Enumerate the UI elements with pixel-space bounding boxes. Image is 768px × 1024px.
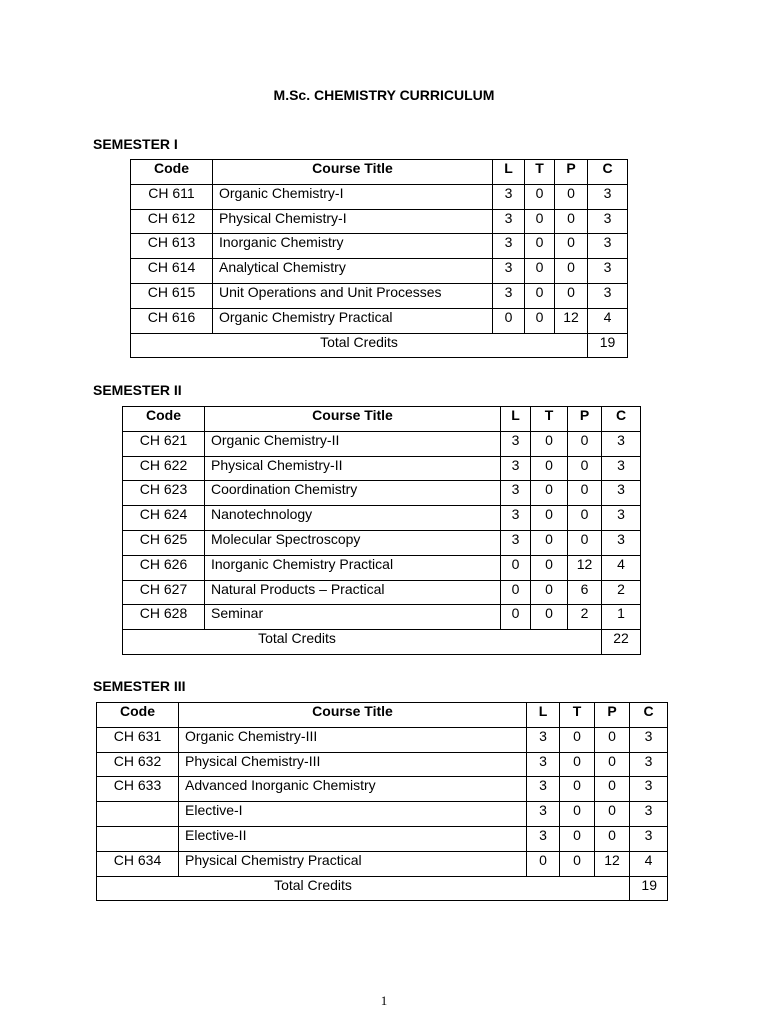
table-row [123, 605, 641, 630]
course-title: Organic Chemistry-I [213, 184, 493, 209]
credits: 4 [630, 851, 668, 876]
practical-hours: 12 [568, 555, 602, 580]
practical-hours: 0 [555, 259, 588, 284]
tutorial-hours: 0 [531, 431, 568, 456]
course-code: CH 628 [123, 605, 205, 630]
header-title: Course Title [213, 160, 493, 185]
header-p: P [568, 407, 602, 432]
course-title: Physical Chemistry-I [213, 209, 493, 234]
semester-1-table [130, 159, 628, 358]
table-row [123, 481, 641, 506]
header-t: T [525, 160, 555, 185]
table-row [123, 555, 641, 580]
tutorial-hours: 0 [525, 234, 555, 259]
table-row [97, 777, 668, 802]
credits: 3 [588, 234, 628, 259]
table-row [97, 727, 668, 752]
practical-hours: 0 [555, 283, 588, 308]
tutorial-hours: 0 [531, 605, 568, 630]
total-row [131, 333, 628, 358]
course-title: Elective-II [179, 826, 527, 851]
table-header-row [123, 407, 641, 432]
course-code: CH 626 [123, 555, 205, 580]
tutorial-hours: 0 [560, 826, 595, 851]
lecture-hours: 3 [527, 727, 560, 752]
lecture-hours: 0 [501, 555, 531, 580]
course-title: Inorganic Chemistry Practical [205, 555, 501, 580]
lecture-hours: 3 [493, 259, 525, 284]
practical-hours: 0 [555, 234, 588, 259]
practical-hours: 6 [568, 580, 602, 605]
lecture-hours: 3 [501, 456, 531, 481]
tutorial-hours: 0 [531, 555, 568, 580]
course-code: CH 622 [123, 456, 205, 481]
table-row [131, 184, 628, 209]
table-row [123, 580, 641, 605]
table-header-row [97, 703, 668, 728]
lecture-hours: 3 [493, 209, 525, 234]
tutorial-hours: 0 [560, 802, 595, 827]
tutorial-hours: 0 [525, 308, 555, 333]
course-title: Organic Chemistry-III [179, 727, 527, 752]
table-row [97, 752, 668, 777]
lecture-hours: 0 [493, 308, 525, 333]
table-row [131, 283, 628, 308]
lecture-hours: 3 [493, 184, 525, 209]
semester-2-table [122, 406, 641, 655]
practical-hours: 0 [555, 209, 588, 234]
tutorial-hours: 0 [560, 777, 595, 802]
practical-hours: 0 [555, 184, 588, 209]
credits: 3 [602, 530, 641, 555]
semester-heading: SEMESTER II [93, 382, 182, 398]
credits: 3 [602, 481, 641, 506]
course-title: Coordination Chemistry [205, 481, 501, 506]
header-title: Course Title [205, 407, 501, 432]
practical-hours: 12 [595, 851, 630, 876]
lecture-hours: 3 [501, 530, 531, 555]
table-row [131, 259, 628, 284]
lecture-hours: 3 [527, 752, 560, 777]
semester-3-table [96, 702, 668, 901]
tutorial-hours: 0 [531, 456, 568, 481]
practical-hours: 0 [568, 481, 602, 506]
course-title: Physical Chemistry Practical [179, 851, 527, 876]
lecture-hours: 3 [501, 431, 531, 456]
course-code [97, 802, 179, 827]
total-row [97, 876, 668, 901]
credits: 3 [630, 802, 668, 827]
lecture-hours: 3 [501, 506, 531, 531]
course-title: Unit Operations and Unit Processes [213, 283, 493, 308]
table-row [123, 431, 641, 456]
header-t: T [560, 703, 595, 728]
credits: 3 [630, 777, 668, 802]
course-title: Advanced Inorganic Chemistry [179, 777, 527, 802]
course-title: Physical Chemistry-II [205, 456, 501, 481]
header-code: Code [131, 160, 213, 185]
course-title: Organic Chemistry-II [205, 431, 501, 456]
course-title: Molecular Spectroscopy [205, 530, 501, 555]
course-code: CH 624 [123, 506, 205, 531]
course-title: Organic Chemistry Practical [213, 308, 493, 333]
credits: 3 [602, 506, 641, 531]
table-row [123, 506, 641, 531]
header-l: L [501, 407, 531, 432]
total-credits-value: 22 [602, 630, 641, 655]
header-t: T [531, 407, 568, 432]
course-code: CH 621 [123, 431, 205, 456]
course-code: CH 613 [131, 234, 213, 259]
header-title: Course Title [179, 703, 527, 728]
tutorial-hours: 0 [525, 259, 555, 284]
course-title: Analytical Chemistry [213, 259, 493, 284]
header-p: P [555, 160, 588, 185]
practical-hours: 0 [568, 431, 602, 456]
tutorial-hours: 0 [525, 184, 555, 209]
practical-hours: 0 [595, 727, 630, 752]
credits: 1 [602, 605, 641, 630]
credits: 3 [630, 752, 668, 777]
course-title: Physical Chemistry-III [179, 752, 527, 777]
total-credits-label: Total Credits [131, 333, 588, 358]
practical-hours: 0 [568, 456, 602, 481]
course-title: Inorganic Chemistry [213, 234, 493, 259]
practical-hours: 0 [595, 752, 630, 777]
course-title: Nanotechnology [205, 506, 501, 531]
practical-hours: 0 [595, 802, 630, 827]
lecture-hours: 0 [527, 851, 560, 876]
header-l: L [527, 703, 560, 728]
table-row [131, 209, 628, 234]
course-code: CH 615 [131, 283, 213, 308]
lecture-hours: 3 [493, 283, 525, 308]
practical-hours: 0 [568, 506, 602, 531]
practical-hours: 12 [555, 308, 588, 333]
credits: 3 [602, 456, 641, 481]
tutorial-hours: 0 [525, 209, 555, 234]
table-row [131, 308, 628, 333]
header-c: C [588, 160, 628, 185]
header-l: L [493, 160, 525, 185]
table-row [131, 234, 628, 259]
header-c: C [630, 703, 668, 728]
table-row [97, 826, 668, 851]
table-row [123, 456, 641, 481]
credits: 2 [602, 580, 641, 605]
semester-heading: SEMESTER I [93, 136, 178, 152]
tutorial-hours: 0 [531, 530, 568, 555]
course-title: Elective-I [179, 802, 527, 827]
course-code: CH 625 [123, 530, 205, 555]
lecture-hours: 3 [527, 826, 560, 851]
page-title: M.Sc. CHEMISTRY CURRICULUM [273, 87, 495, 103]
credits: 3 [588, 283, 628, 308]
course-code: CH 611 [131, 184, 213, 209]
tutorial-hours: 0 [560, 752, 595, 777]
credits: 4 [602, 555, 641, 580]
total-credits-value: 19 [588, 333, 628, 358]
total-credits-label: Total Credits [97, 876, 630, 901]
course-title: Natural Products – Practical [205, 580, 501, 605]
table-header-row [131, 160, 628, 185]
course-code [97, 826, 179, 851]
credits: 3 [630, 826, 668, 851]
course-code: CH 631 [97, 727, 179, 752]
tutorial-hours: 0 [560, 727, 595, 752]
semester-heading: SEMESTER III [93, 678, 186, 694]
header-p: P [595, 703, 630, 728]
page-number: 1 [380, 993, 388, 1008]
course-code: CH 632 [97, 752, 179, 777]
course-code: CH 616 [131, 308, 213, 333]
credits: 3 [630, 727, 668, 752]
header-code: Code [97, 703, 179, 728]
course-title: Seminar [205, 605, 501, 630]
tutorial-hours: 0 [531, 580, 568, 605]
practical-hours: 0 [568, 530, 602, 555]
practical-hours: 0 [595, 826, 630, 851]
credits: 3 [588, 259, 628, 284]
practical-hours: 0 [595, 777, 630, 802]
course-code: CH 633 [97, 777, 179, 802]
credits: 3 [588, 184, 628, 209]
lecture-hours: 0 [501, 605, 531, 630]
total-row [123, 630, 641, 655]
credits: 3 [602, 431, 641, 456]
practical-hours: 2 [568, 605, 602, 630]
tutorial-hours: 0 [531, 481, 568, 506]
tutorial-hours: 0 [531, 506, 568, 531]
total-credits-label: Total Credits [123, 630, 602, 655]
course-code: CH 623 [123, 481, 205, 506]
header-code: Code [123, 407, 205, 432]
credits: 3 [588, 209, 628, 234]
course-code: CH 634 [97, 851, 179, 876]
header-c: C [602, 407, 641, 432]
course-code: CH 627 [123, 580, 205, 605]
tutorial-hours: 0 [560, 851, 595, 876]
course-code: CH 614 [131, 259, 213, 284]
lecture-hours: 3 [527, 777, 560, 802]
lecture-hours: 3 [493, 234, 525, 259]
lecture-hours: 3 [501, 481, 531, 506]
lecture-hours: 3 [527, 802, 560, 827]
course-code: CH 612 [131, 209, 213, 234]
tutorial-hours: 0 [525, 283, 555, 308]
total-credits-value: 19 [630, 876, 668, 901]
table-row [97, 802, 668, 827]
table-row [123, 530, 641, 555]
credits: 4 [588, 308, 628, 333]
lecture-hours: 0 [501, 580, 531, 605]
table-row [97, 851, 668, 876]
